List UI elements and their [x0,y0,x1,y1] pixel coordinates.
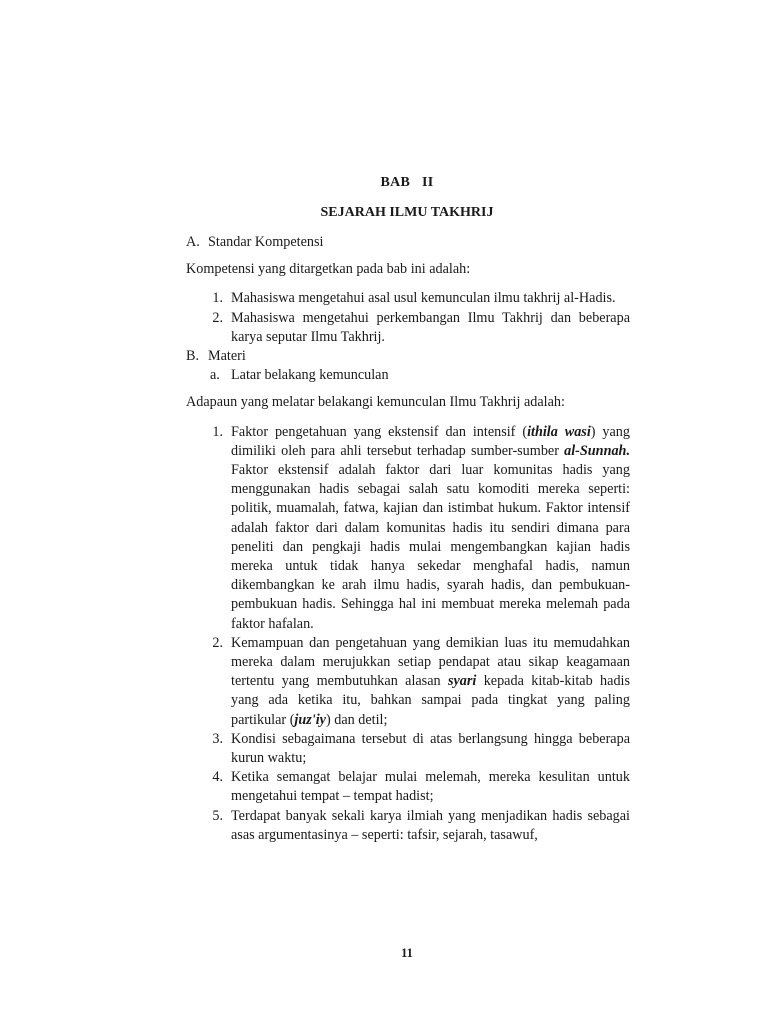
list-item-text: Mahasiswa mengetahui perkembangan Ilmu Takhrij dan beberapa karya seputar Ilmu Takhrij. [231,309,630,345]
list-item-number: 4. [212,769,223,786]
section-b-heading [186,347,630,366]
list-item-number: 1. [212,290,223,307]
text-run: ) dan detil; [325,711,388,728]
list-item [186,423,630,634]
section-a-title: Standar Kompetensi [208,234,324,250]
text-run: Faktor ekstensif adalah faktor dari luar komunitas hadis yang menggunakan hadis sebagai salah satu komoditi mereka seperti: politik, muamalah, fatwa, kajian dan istimbat hukum. Faktor intensif adalah faktor dari dalam komunitas hadis itu sendiri dimana para peneliti dan pengkaji hadis mulai mengembangkan kajian hadis mereka untuk tidak hanya sekedar menghafal hadis, namun dikembangkan ke arah ilmu hadis, syarah hadis, dan pembukuan-pembukuan hadis. Sehingga hal ini membuat mereka melemah pada faktor hafalan. [231,462,630,632]
text-run: kepada kitab-kitab hadis yang ada ketika itu, bahkan sampai pada tingkat yang paling partikular ( [231,673,630,728]
arabic-term: juz'iy [294,711,326,728]
competency-intro: Kompetensi yang ditargetkan pada bab ini adalah: [186,261,471,278]
list-item [186,309,630,347]
factors-intro: Adapaun yang melatar belakangi kemunculan Ilmu Takhrij adalah: [186,394,565,411]
chapter-number: BAB II [380,175,434,190]
subsection-a-heading [210,366,630,385]
list-item [186,289,630,308]
section-b-marker: B. [186,348,200,365]
list-item-text [231,423,630,634]
section-a-marker: A. [186,234,200,250]
list-item-text [231,634,630,730]
page-number: 11 [401,946,413,960]
list-item [186,807,630,845]
subsection-a-title: Latar belakang kemunculan [231,367,389,384]
section-a-heading [186,233,630,252]
list-item-text: Kondisi sebagaimana tersebut di atas berlangsung hingga beberapa kurun waktu; [231,730,630,767]
document-body [186,233,630,845]
list-item-text: Ketika semangat belajar mulai melemah, mereka kesulitan untuk mengetahui tempat – tempat hadist; [231,769,630,805]
arabic-term: al-Sunnah. [564,442,630,459]
arabic-term: syari [447,673,477,690]
list-item [186,768,630,806]
list-item-number: 5. [212,807,223,824]
list-item [186,634,630,730]
list-item-text: Mahasiswa mengetahui asal usul kemunculan ilmu takhrij al-Hadis. [231,290,616,307]
text-run: Kemampuan dan pengetahuan yang demikian luas itu memudahkan mereka dalam merujukkan setiap pendapat atau sikap keagamaan tertentu yang membutuhkan alasan [231,634,630,690]
text-run: Faktor pengetahuan yang ekstensif dan intensif ( [231,423,528,440]
list-item [186,730,630,768]
list-item-number: 3. [212,730,223,747]
section-b-title: Materi [208,348,246,365]
subsection-a-marker: a. [210,367,220,384]
factors-list [186,423,630,845]
list-item-number: 2. [212,309,223,326]
competency-list [186,289,630,347]
text-run: ) yang dimiliki oleh para ahli tersebut terhadap sumber-sumber [231,423,630,459]
list-item-number: 1. [212,423,223,440]
list-item-number: 2. [212,634,223,651]
arabic-term: ithila wasi [527,423,591,440]
list-item-text: Terdapat banyak sekali karya ilmiah yang menjadikan hadis sebagai asas argumentasinya – seperti: tafsir, sejarah, tasawuf, [231,807,630,843]
chapter-title: SEJARAH ILMU TAKHRIJ [320,205,494,220]
